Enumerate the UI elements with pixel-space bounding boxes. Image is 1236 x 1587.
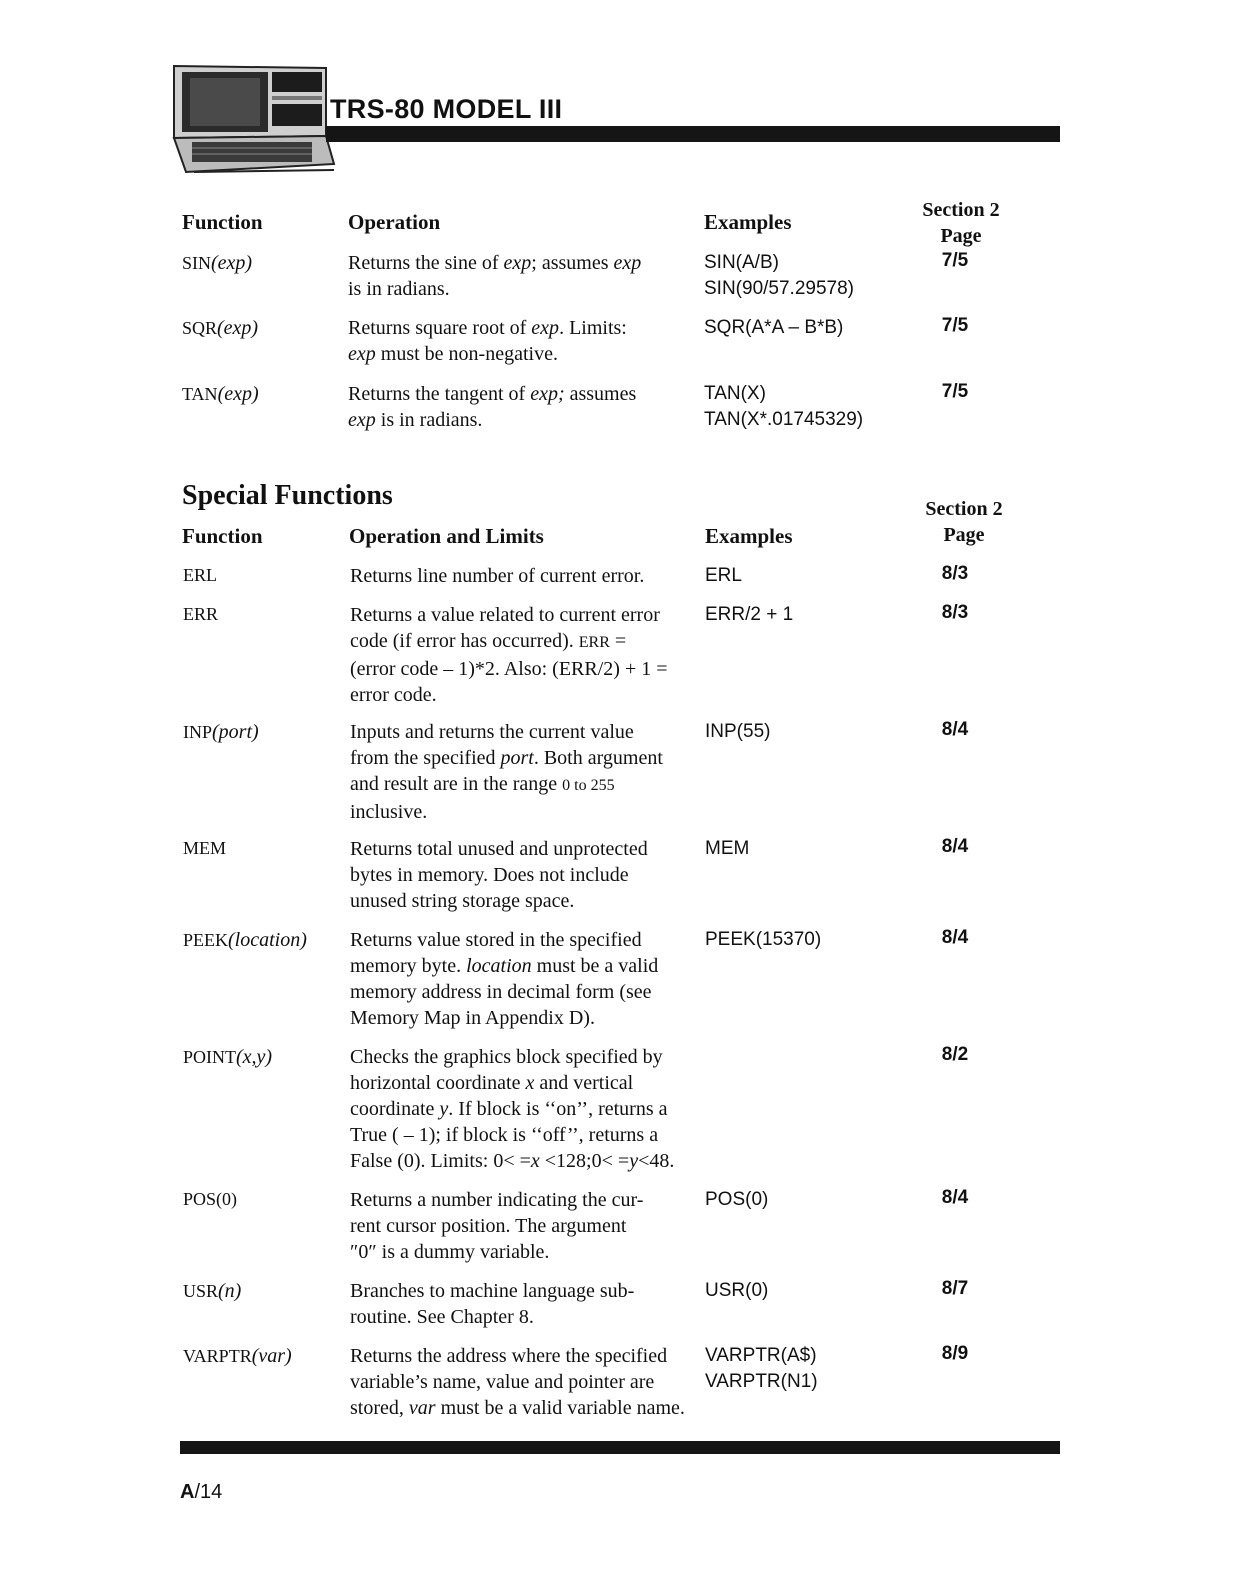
- special-row-function-argument: (location): [228, 929, 307, 951]
- math-row-examples: [704, 315, 843, 341]
- special-col-operation-header: Operation and Limits: [349, 524, 544, 548]
- math-row-operation-text: Returns square root of exp. Limits: exp must be non-negative.: [348, 317, 627, 365]
- math-row-example-item: TAN(X*.01745329): [704, 409, 864, 430]
- math-row-section-page: 7/5: [941, 315, 969, 336]
- math-row-function-keyword: SQR: [182, 318, 218, 338]
- special-row-example-item: ERR/2 + 1: [705, 604, 794, 625]
- special-row-section-page: 8/4: [941, 719, 969, 740]
- special-row-section-page: 8/3: [941, 602, 969, 623]
- special-row-examples: [705, 719, 770, 745]
- col-function-header: Function: [182, 210, 263, 234]
- special-row-function-keyword: USR: [183, 1281, 219, 1301]
- col-examples-header: Examples: [704, 210, 792, 234]
- math-row-example-item: TAN(X): [704, 383, 766, 404]
- special-row-examples: [705, 836, 749, 862]
- special-row-example-item: VARPTR(A$): [705, 1345, 817, 1366]
- math-row-function-argument: (exp): [217, 383, 259, 405]
- section-label: Section 2: [922, 199, 1000, 221]
- special-row-examples: [705, 927, 821, 953]
- special-row-operation-text: Returns a value related to current error code (if error has occurred). ERR = (error code – 1)*2. Also: (ERR/2) + 1 = error code.: [350, 604, 668, 706]
- special-row-function-argument: (n): [218, 1280, 242, 1302]
- math-row-function-keyword: TAN: [182, 384, 218, 404]
- special-row-example-item: VARPTR(N1): [705, 1371, 818, 1392]
- math-row-examples: [704, 250, 854, 302]
- math-row-section-page: 7/5: [941, 250, 969, 271]
- special-row-function-keyword: VARPTR: [183, 1346, 252, 1366]
- special-row-function-keyword: PEEK: [183, 930, 228, 950]
- special-row-function-name: [183, 1345, 292, 1368]
- special-row-section-page: 8/3: [941, 563, 969, 584]
- special-row-function-keyword: ERR: [183, 604, 219, 624]
- math-row-function-keyword: SIN: [182, 253, 212, 273]
- special-row-example-item: INP(55): [705, 721, 771, 742]
- special-row-function-argument: (port): [212, 721, 259, 743]
- special-row-operation-text: Returns value stored in the specified memory byte. location must be a valid memory address in decimal form (see Memory Map in Appendix D).: [350, 929, 659, 1029]
- special-row-function-name: [183, 565, 217, 586]
- special-row-examples: [705, 602, 793, 628]
- math-row-example-item: SIN(A/B): [704, 252, 779, 273]
- computer-illustration: [168, 60, 336, 178]
- page-number-rest: /14: [194, 1481, 223, 1503]
- special-row-operation-text: Returns total unused and unprotected bytes in memory. Does not include unused string storage space.: [350, 838, 648, 912]
- special-row-function-name: [183, 1046, 272, 1069]
- col-operation-header: Operation: [348, 210, 441, 234]
- special-row-function-keyword: POINT: [183, 1047, 236, 1067]
- page-number-letter: A: [180, 1481, 195, 1503]
- special-row-section-page: 8/4: [941, 836, 969, 857]
- special-row-operation-text: Branches to machine language sub- routine. See Chapter 8.: [350, 1280, 635, 1328]
- special-row-operation-text: Returns the address where the specified variable’s name, value and pointer are stored, var must be a valid variable name.: [350, 1345, 685, 1419]
- math-row-function-name: [182, 252, 252, 275]
- special-row-function-keyword: INP: [183, 722, 213, 742]
- math-row-examples: [704, 381, 863, 433]
- page-number: [180, 1481, 222, 1504]
- math-row-function-argument: (exp): [211, 252, 253, 274]
- math-row-section-page: 7/5: [941, 381, 969, 402]
- header-rule: [326, 126, 1060, 142]
- special-row-function-keyword: ERL: [183, 565, 217, 585]
- special-row-section-page: 8/9: [941, 1343, 969, 1364]
- special-section-label: Section 2: [925, 498, 1003, 520]
- footer-rule: [180, 1441, 1060, 1454]
- special-row-section-page: 8/7: [941, 1278, 969, 1299]
- special-row-section-page: 8/4: [941, 927, 969, 948]
- page-header-title: TRS-80 MODEL III: [330, 94, 563, 124]
- special-row-example-item: PEEK(15370): [705, 929, 822, 950]
- special-row-function-name: [183, 1189, 237, 1210]
- col-section-header: [900, 197, 1022, 249]
- special-col-section-header: [903, 496, 1025, 548]
- special-row-examples: [705, 1343, 818, 1395]
- special-page-label: Page: [943, 524, 985, 546]
- special-row-example-item: USR(0): [705, 1280, 769, 1301]
- math-row-operation-text: Returns the tangent of exp; assumes exp is in radians.: [348, 383, 637, 431]
- page-label: Page: [940, 225, 982, 247]
- math-row-function-name: [182, 317, 258, 340]
- special-row-function-name: [183, 721, 259, 744]
- special-row-function-name: [183, 604, 218, 625]
- special-row-function-name: [183, 838, 226, 859]
- math-row-example-item: SQR(A*A – B*B): [704, 317, 844, 338]
- special-row-example-item: ERL: [705, 565, 742, 586]
- special-row-examples: [705, 563, 742, 589]
- special-row-examples: [705, 1187, 768, 1213]
- special-col-examples-header: Examples: [705, 524, 793, 548]
- special-row-operation-text: Returns line number of current error.: [350, 565, 645, 587]
- special-row-examples: [705, 1278, 768, 1304]
- special-row-function-name: [183, 929, 307, 952]
- special-row-function-keyword: POS(0): [183, 1189, 238, 1209]
- special-col-function-header: Function: [182, 524, 263, 548]
- special-row-operation-text: Inputs and returns the current value from the specified port. Both argument and result are in the range 0 to 255 inclusive.: [350, 721, 663, 823]
- special-functions-title: Special Functions: [182, 480, 393, 511]
- math-row-function-name: [182, 383, 259, 406]
- special-row-function-name: [183, 1280, 241, 1303]
- special-row-function-keyword: MEM: [183, 838, 227, 858]
- special-row-operation-text: Checks the graphics block specified by horizontal coordinate x and vertical coordinate y. If block is ‘‘on’’, returns a True ( – 1); if block is ‘‘off’’, returns a False (0). Limits: 0< =x <128;0< =y<48.: [350, 1046, 675, 1172]
- math-row-example-item: SIN(90/57.29578): [704, 278, 854, 299]
- math-row-function-argument: (exp): [217, 317, 259, 339]
- special-row-function-argument: (x,y): [236, 1046, 273, 1068]
- special-row-section-page: 8/4: [941, 1187, 969, 1208]
- special-row-example-item: POS(0): [705, 1189, 769, 1210]
- special-row-function-argument: (var): [251, 1345, 292, 1367]
- math-row-operation-text: Returns the sine of exp; assumes exp is in radians.: [348, 252, 642, 300]
- special-row-operation-text: Returns a number indicating the cur- rent cursor position. The argument ″0″ is a dummy variable.: [350, 1189, 644, 1263]
- special-row-section-page: 8/2: [941, 1044, 969, 1065]
- special-row-example-item: MEM: [705, 838, 750, 859]
